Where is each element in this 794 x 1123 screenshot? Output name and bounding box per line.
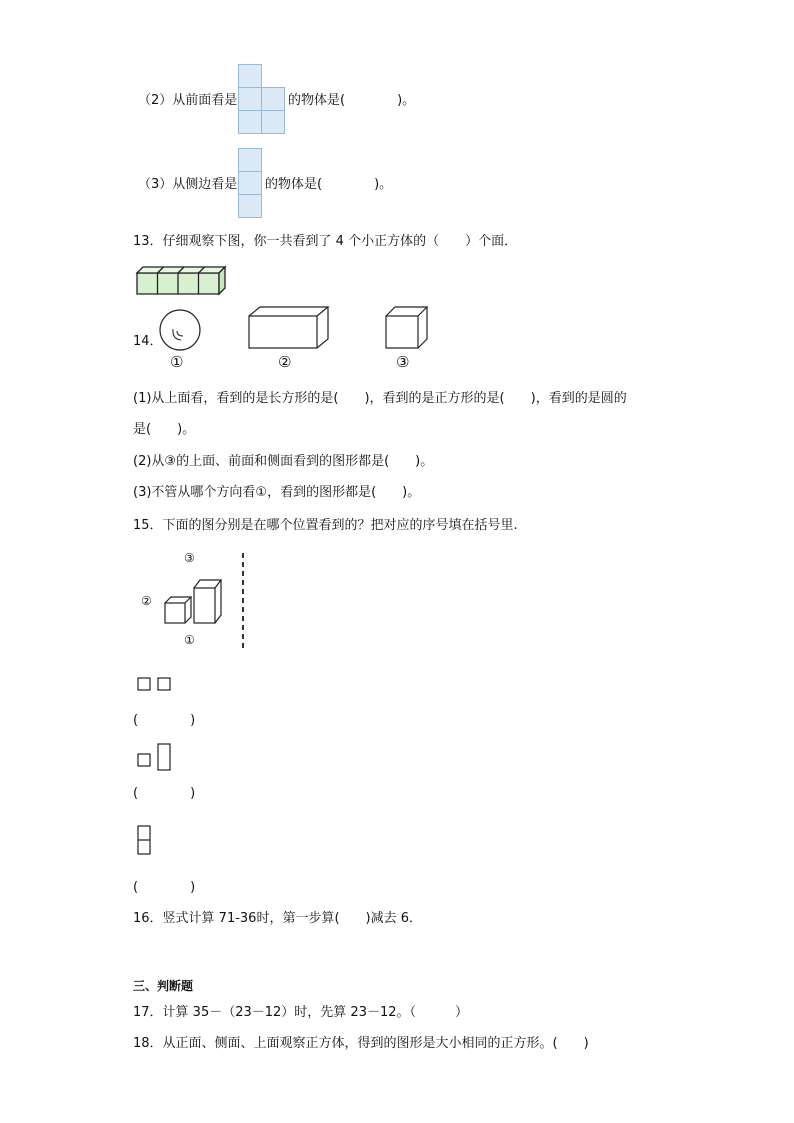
grid-cell <box>238 87 262 111</box>
grid-cell <box>261 110 285 134</box>
q18-text: 18．从正面、侧面、上面观察正方体，得到的图形是大小相同的正方形。( ) <box>133 1036 589 1051</box>
grid-cell <box>238 171 262 195</box>
sphere-shape <box>157 307 203 353</box>
q12-item2-prefix: （2）从前面看是 <box>138 93 238 108</box>
q16-text: 16．竖式计算 71-36时，第一步算( )减去 6． <box>133 911 422 926</box>
q14-part3: (3)不管从哪个方向看①，看到的图形都是( )。 <box>133 485 421 500</box>
view-option-two-squares <box>137 677 177 693</box>
two-blocks-figure <box>162 576 224 626</box>
grid-cell <box>261 87 285 111</box>
q14-part2: (2)从③的上面、前面和侧面看到的图形都是( )。 <box>133 454 434 469</box>
q12-item3-prefix: （3）从侧边看是 <box>138 177 238 192</box>
cuboid-label: ② <box>278 353 292 371</box>
view-label-left: ② <box>141 594 152 608</box>
dashed-divider <box>240 553 246 649</box>
grid-cell <box>238 110 262 134</box>
q17-text: 17．计算 35－（23－12）时，先算 23－12。（ ） <box>133 1005 469 1020</box>
view-option-stacked <box>137 825 157 857</box>
view-option-square-and-rect <box>137 743 177 773</box>
grid-cell <box>238 194 262 218</box>
q15-answer-1[interactable]: ( ) <box>133 713 196 728</box>
four-cubes-figure <box>135 265 230 297</box>
q15-answer-2[interactable]: ( ) <box>133 786 196 801</box>
q13-text: 13．仔细观察下图，你一共看到了 4 个小正方体的（ ）个面． <box>133 234 518 249</box>
q12-item3-suffix: 的物体是( )。 <box>265 177 393 192</box>
q12-item2-suffix: 的物体是( )。 <box>288 93 416 108</box>
q15-answer-3[interactable]: ( ) <box>133 880 196 895</box>
sphere-label: ① <box>170 353 184 371</box>
q14-number: 14． <box>133 334 163 349</box>
view-label-bottom: ① <box>184 633 195 647</box>
grid-cell <box>238 148 262 172</box>
cube-label: ③ <box>396 353 410 371</box>
view-label-top: ③ <box>184 551 195 565</box>
q15-text: 15．下面的图分别是在哪个位置看到的？把对应的序号填在括号里. <box>133 518 518 533</box>
cuboid-shape <box>248 306 330 350</box>
q14-part1-line2: 是( )。 <box>133 422 196 437</box>
grid-cell <box>238 64 262 88</box>
q14-part1-line1: (1)从上面看，看到的是长方形的是( )，看到的是正方形的是( )，看到的是圆的 <box>133 391 627 406</box>
section-heading: 三、判断题 <box>133 979 194 993</box>
cube-shape <box>385 306 429 350</box>
